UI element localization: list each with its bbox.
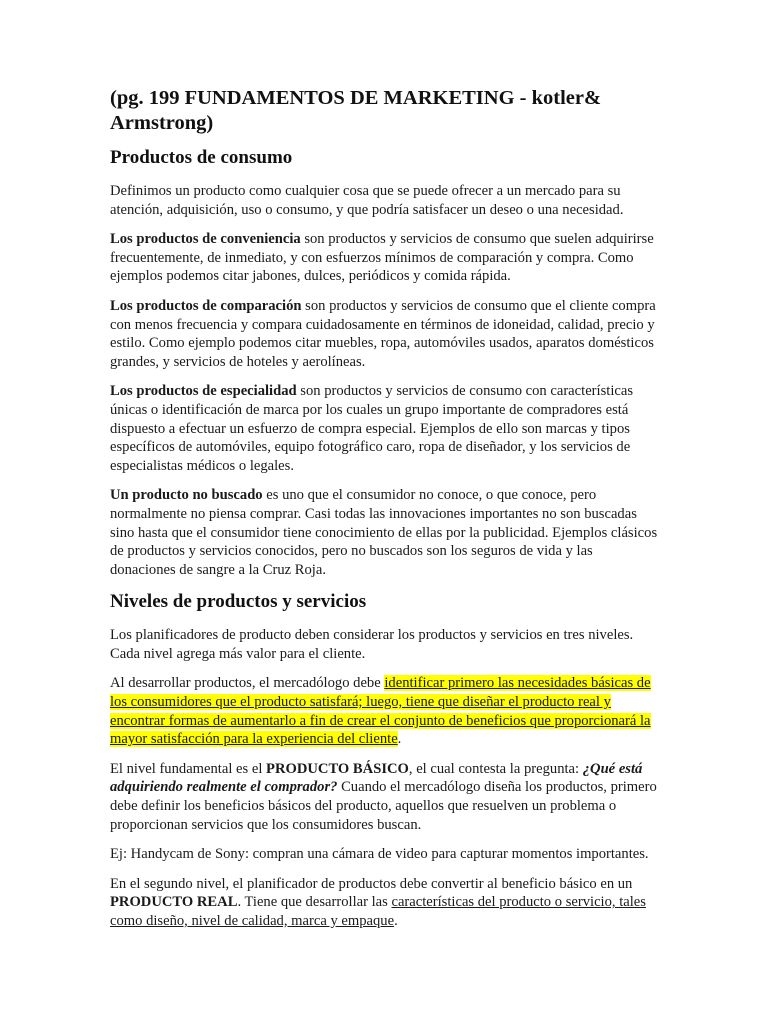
paragraph-developing-products [110,674,662,748]
term-real-product: PRODUCTO REAL [110,894,238,911]
real-product-mid: . Tiene que desarrollar las [237,894,392,911]
basic-product-lead: El nivel fundamental es el [110,760,267,777]
paragraph-specialty-products [110,382,662,475]
basic-product-text: Cuando el mercadólogo diseña los productos, primero debe definir los beneficios básicos del producto, aquellos que resuelven un problema o proporcionan servicios que los consumidores buscan. [110,779,657,833]
paragraph-convenience-products [110,230,662,286]
paragraph-basic-product [110,760,662,834]
developing-products-lead: Al desarrollar productos, el mercadólogo debe [110,675,385,692]
paragraph-unsought-products [110,486,662,579]
section-heading-consumer-products: Productos de consumo [110,147,293,168]
term-basic-product: PRODUCTO BÁSICO [266,760,409,777]
real-product-end: . [394,913,398,929]
document-page [110,86,662,942]
specialty-products-text: son productos y servicios de consumo con características únicas o identificación de marca por los cuales un grupo importante de compradores está dispuesto a efectuar un esfuerzo de compra especial. Ejemplos de ello son marcas y tipos específicos de automóviles, equipo fotográfico caro, ropa de diseñador, y los servicios de especialistas médicos o legales. [110,383,634,474]
paragraph-levels-intro: Los planificadores de producto deben considerar los productos y servicios en tres niveles. Cada nivel agrega más valor para el cliente. [110,627,634,662]
basic-product-mid: , el cual contesta la pregunta: [408,760,583,777]
unsought-product-text: es uno que el consumidor no conoce, o que conoce, pero normalmente no piensa comprar. Casi todas las innovaciones importantes no son buscadas sino hasta que el consumidor tiene conocimiento de ellas por la publicidad. Ejemplos clásicos de productos y servicios conocidos, pero no buscados son los seguros de vida y las donaciones de sangre a la Cruz Roja. [110,487,658,578]
term-convenience-products: Los productos de conveniencia [110,231,301,248]
section-heading-product-levels: Niveles de productos y servicios [110,591,367,613]
paragraph-product-definition: Definimos un producto como cualquier cosa que se puede ofrecer a un mercado para su atención, adquisición, uso o consumo, y que podría satisfacer un deseo o una necesidad. [110,183,624,218]
basic-product-question: ¿Qué está adquiriendo realmente el comprador? [110,760,643,796]
paragraph-real-product [110,875,662,931]
paragraph-comparison-products [110,297,662,371]
real-product-lead: En el segundo nivel, el planificador de productos debe convertir al beneficio básico en un [110,875,633,892]
highlighted-text: identificar primero las necesidades básicas de los consumidores que el producto satisfará; luego, tiene que diseñar el producto real y encontrar formas de aumentarlo a fin de crear el conjunto de beneficios que proporcionará la mayor satisfacción para la experiencia del cliente [110,675,651,748]
convenience-products-text: son productos y servicios de consumo que suelen adquirirse frecuentemente, de inmediato, y con esfuerzos mínimos de comparación y compra. Como ejemplos podemos citar jabones, dulces, periódicos y comida rápida. [110,231,654,285]
term-comparison-products: Los productos de comparación [110,297,302,314]
developing-products-end: . [397,731,402,748]
paragraph-example-handycam: Ej: Handycam de Sony: compran una cámara de video para capturar momentos importantes. [110,846,649,863]
document-title: (pg. 199 FUNDAMENTOS DE MARKETING - kotler& Armstrong) [110,87,602,134]
underlined-characteristics: características del producto o servicio, tales como diseño, nivel de calidad, marca y empaque [110,894,646,929]
comparison-products-text: son productos y servicios de consumo que el cliente compra con menos frecuencia y compara cuidadosamente en términos de idoneidad, calidad, precio y estilo. Como ejemplo podemos citar muebles, ropa, automóviles usados, aparatos domésticos grandes, y servicios de hoteles y aerolíneas. [110,297,656,370]
term-specialty-products: Los productos de especialidad [110,383,297,400]
term-unsought-product: Un producto no buscado [110,487,263,504]
